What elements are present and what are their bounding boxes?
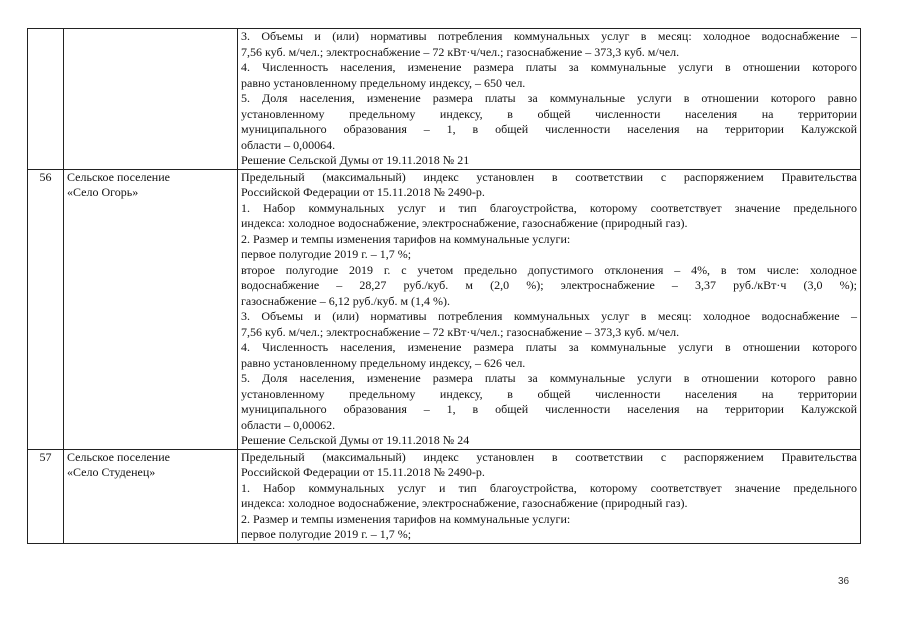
tariff-index-table [27,28,861,544]
detail-line: 1. Набор коммунальных услуг и тип благоустройства, которому соответствует значение предельного [241,480,857,495]
settlement-name-cell [64,29,238,170]
detail-line: 7,56 куб. м/чел.; электроснабжение – 72 кВт·ч/чел.; газоснабжение – 373,3 куб. м/чел. [241,44,680,59]
table-body [28,29,861,544]
detail-line: муниципального образования – 1, в общей численности населения на территории Калужской [241,402,857,416]
detail-line: индекса: холодное водоснабжение, электроснабжение, газоснабжение (природный газ). [241,496,688,510]
detail-line: 5. Доля населения, изменение размера платы за коммунальные услуги в отношении которого равно [241,91,857,105]
detail-line: области – 0,00064. [241,137,336,152]
detail-line: газоснабжение – 6,12 руб./куб. м (1,4 %). [241,293,451,308]
detail-line: 1. Набор коммунальных услуг и тип благоустройства, которому соответствует значение предельного [241,200,857,215]
detail-line: равно установленному предельному индексу, – 650 чел. [241,75,526,90]
detail-line: Предельный (максимальный) индекс установлен в соответствии с распоряжением Правительства [241,449,857,464]
settlement-name-line: «Село Огорь» [67,185,139,199]
detail-line: 2. Размер и темпы изменения тарифов на коммунальные услуги: [241,231,571,246]
detail-line: второе полугодие 2019 г. с учетом предельно допустимого отклонения – 4%, в том числе: холодное [241,262,857,277]
detail-line: индекса: холодное водоснабжение, электроснабжение, газоснабжение (природный газ). [241,216,688,230]
detail-line: 3. Объемы и (или) нормативы потребления коммунальных услуг в месяц: холодное водоснабжение – [241,29,857,43]
detail-line: 3. Объемы и (или) нормативы потребления коммунальных услуг в месяц: холодное водоснабжение – [241,309,857,323]
detail-line: установленному предельному индексу, в общей численности населения на территории [241,106,857,121]
tariff-details-cell [238,169,861,449]
detail-line: равно установленному предельному индексу, – 626 чел. [241,355,526,370]
settlement-name-cell [64,169,238,449]
detail-line: 7,56 куб. м/чел.; электроснабжение – 72 кВт·ч/чел.; газоснабжение – 373,3 куб. м/чел. [241,324,680,339]
detail-line: установленному предельному индексу, в общей численности населения на территории [241,386,857,401]
detail-line: Предельный (максимальный) индекс установлен в соответствии с распоряжением Правительства [241,169,857,184]
table-row [28,29,861,170]
council-decision-reference: Решение Сельской Думы от 19.11.2018 № 21 [241,153,470,167]
tariff-details-cell [238,449,861,543]
row-number [28,29,64,170]
detail-line: муниципального образования – 1, в общей численности населения на территории Калужской [241,122,857,136]
detail-line: 2. Размер и темпы изменения тарифов на коммунальные услуги: [241,511,571,526]
detail-line: первое полугодие 2019 г. – 1,7 %; [241,247,412,261]
detail-line: Российской Федерации от 15.11.2018 № 2490-р. [241,465,485,479]
settlement-name-cell [64,449,238,543]
detail-line: области – 0,00062. [241,417,336,432]
council-decision-reference: Решение Сельской Думы от 19.11.2018 № 24 [241,433,470,447]
row-number: 57 [28,449,64,543]
detail-line: Российской Федерации от 15.11.2018 № 2490-р. [241,185,485,199]
settlement-name-line: Сельское поселение [67,169,170,184]
detail-line: 4. Численность населения, изменение размера платы за коммунальные услуги в отношении которого [241,60,857,74]
row-number: 56 [28,169,64,449]
detail-line: 4. Численность населения, изменение размера платы за коммунальные услуги в отношении которого [241,340,857,354]
detail-line: 5. Доля населения, изменение размера платы за коммунальные услуги в отношении которого равно [241,371,857,385]
detail-line: водоснабжение – 28,27 руб./куб. м (2,0 %); электроснабжение – 3,37 руб./кВт·ч (3,0 %); [241,278,857,292]
table-row [28,449,861,543]
settlement-name-line: Сельское поселение [67,449,170,464]
tariff-details-cell [238,29,861,170]
table-row [28,169,861,449]
page-number: 36 [838,576,850,587]
settlement-name-line: «Село Студенец» [67,465,156,479]
detail-line: первое полугодие 2019 г. – 1,7 %; [241,527,412,541]
